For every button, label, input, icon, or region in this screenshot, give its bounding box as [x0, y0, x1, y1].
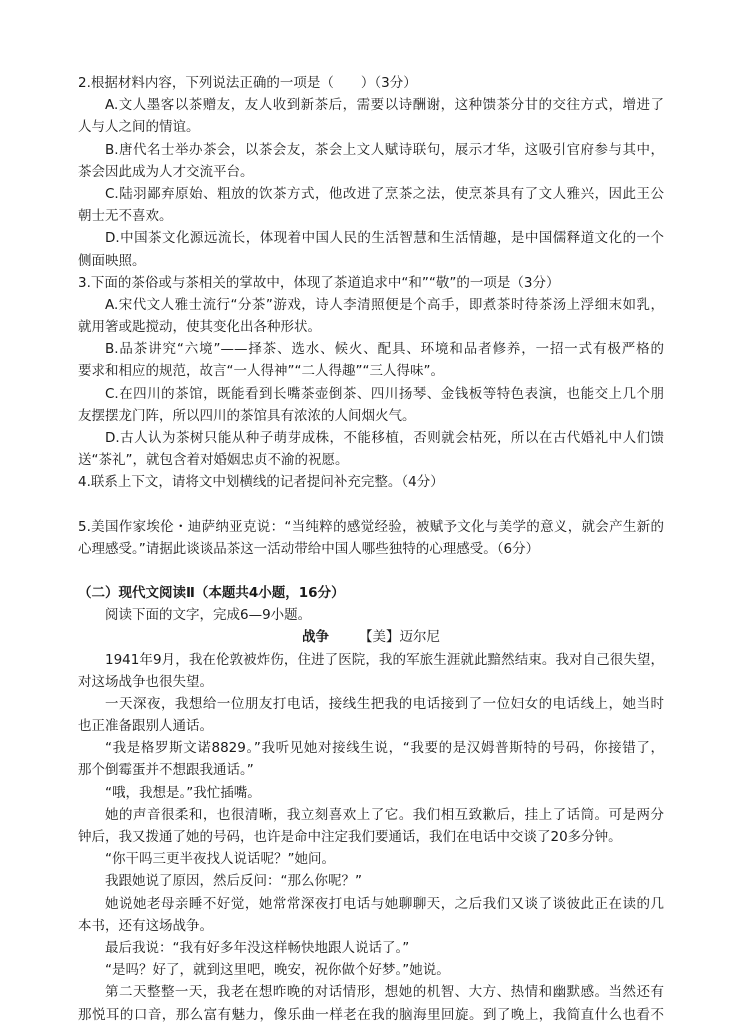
story-line: 第二天整整一天，我老在想昨晚的对话情形，想她的机智、大方、热情和幽默感。当然还有: [105, 984, 664, 1001]
story-line: “哦，我想是。”我忙插嘴。: [105, 784, 261, 801]
story-line: 1941年9月，我在伦敦被炸伤，住进了医院，我的军旅生涯就此黯然结束。我对自己很失望，: [105, 651, 664, 668]
q3-option-c-line2: 友摆摆龙门阵，所以四川的茶馆具有浓浓的人间烟火气。: [78, 407, 416, 424]
story-line: 对这场战争也很失望。: [78, 673, 213, 690]
story-title: 战争: [302, 629, 329, 646]
story-line: 那个倒霉蛋并不想跟我通话。”: [78, 762, 254, 779]
q2-option-b-line1: B.唐代名士举办茶会，以茶会友，茶会上文人赋诗联句，展示才华，这吸引官府参与其中，: [105, 141, 664, 158]
story-line: “我是格罗斯文诺8829。”我听见她对接线生说，“我要的是汉姆普斯特的号码，你接错了，: [105, 740, 664, 757]
story-line: “是吗？好了，就到这里吧，晚安，祝你做个好梦。”她说。: [105, 962, 450, 979]
answer-space: [78, 494, 664, 516]
q3-option-b-line2: 要求和相应的规范，故言“一人得神”“二人得趣”“三人得味”。: [78, 363, 444, 380]
q3-option-c-line1: C.在四川的茶馆，既能看到长嘴茶壶倒茶、四川扬琴、金钱板等特色表演，也能交上几个朋: [105, 385, 664, 402]
q3-option-b-line1: B.品茶讲究“六境”——择茶、选水、候火、配具、环境和品者修养，一招一式有极严格的: [105, 341, 664, 358]
q2-option-a-line1: A.文人墨客以茶赠友，友人收到新茶后，需要以诗酬谢，这种馈茶分甘的交往方式，增进了: [105, 97, 664, 114]
q5-line1: 5.美国作家埃伦・迪萨纳亚克说：“当纯粹的感觉经验，被赋予文化与美学的意义，就会产生新的: [78, 518, 664, 535]
story-body: [78, 649, 664, 1026]
story-line: “你干吗三更半夜找人说话呢？”她问。: [105, 851, 335, 868]
section-gap: [78, 560, 664, 582]
q3-option-a-line2: 就用箸或匙搅动，使其变化出各种形状。: [78, 319, 321, 336]
story-line: 钟后，我又拨通了她的号码，也许是命中注定我们要通话，我们在电话中交谈了20多分钟。: [78, 829, 622, 845]
q2-stem: 2.根据材料内容，下列说法正确的一项是（ ）（3分）: [78, 75, 417, 91]
q2-option-c-line2: 朝士无不喜欢。: [78, 208, 173, 225]
q3-stem: 3.下面的茶俗或与茶相关的掌故中，体现了茶道追求中“和”“敬”的一项是（3分）: [78, 274, 560, 291]
story-line: 本书，还有这场战争。: [78, 917, 213, 934]
q3-option-d-line1: D.古人认为茶树只能从种子萌芽成株，不能移植，否则就会枯死，所以在古代婚礼中人们馈: [105, 430, 664, 446]
exam-page: [78, 72, 664, 1026]
q2-option-c-line1: C.陆羽鄙弃原始、粗放的饮茶方式，他改进了烹茶之法，使烹茶具有了文人雅兴，因此王公: [105, 185, 664, 202]
section2-instruction: 阅读下面的文字，完成6—9小题。: [105, 607, 312, 624]
story-line: 也正准备跟别人通话。: [78, 718, 213, 735]
q3-option-a-line1: A.宋代文人雅士流行“分茶”游戏，诗人李清照便是个高手，即煮茶时待茶汤上浮细末如乳，: [105, 296, 664, 313]
q4-stem: 4.联系上下文，请将文中划横线的记者提问补充完整。（4分）: [78, 474, 444, 491]
q2-option-d-line1: D.中国茶文化源远流长，体现着中国人民的生活智慧和生活情趣，是中国儒释道文化的一个: [105, 230, 664, 247]
section2-heading: （二）现代文阅读Ⅱ（本题共4小题，16分）: [78, 584, 345, 601]
q5-line2: 心理感受。”请据此谈谈品茶这一活动带给中国人哪些独特的心理感受。（6分）: [78, 540, 540, 557]
story-line: 最后我说：“我有好多年没这样畅快地跟人说话了。”: [105, 939, 410, 956]
q2-option-d-line2: 侧面映照。: [78, 252, 146, 269]
q2-option-a-line2: 人与人之间的情谊。: [78, 119, 200, 136]
story-line: 我跟她说了原因，然后反问：“那么你呢？”: [105, 873, 362, 890]
story-line: 一天深夜，我想给一位朋友打电话，接线生把我的电话接到了一位妇女的电话线上，她当时: [105, 695, 664, 712]
story-line: 她说她老母亲睡不好觉，她常常深夜打电话与她聊聊天，之后我们又谈了谈彼此正在读的几: [105, 895, 664, 912]
q2-option-b-line2: 茶会因此成为人才交流平台。: [78, 163, 254, 180]
story-line: 那悦耳的口音，那么富有魅力，像乐曲一样老在我的脑海里回旋。到了晚上，我简直什么也看不: [78, 1006, 664, 1023]
story-author: 【美】迈尔尼: [359, 629, 440, 646]
q3-option-d-line2: 送“茶礼”，就包含着对婚姻忠贞不渝的祝愿。: [78, 452, 349, 469]
story-line: 她的声音很柔和，也很清晰，我立刻喜欢上了它。我们相互致歉后，挂上了话筒。可是两分: [105, 806, 664, 823]
story-title-line: [78, 626, 664, 648]
